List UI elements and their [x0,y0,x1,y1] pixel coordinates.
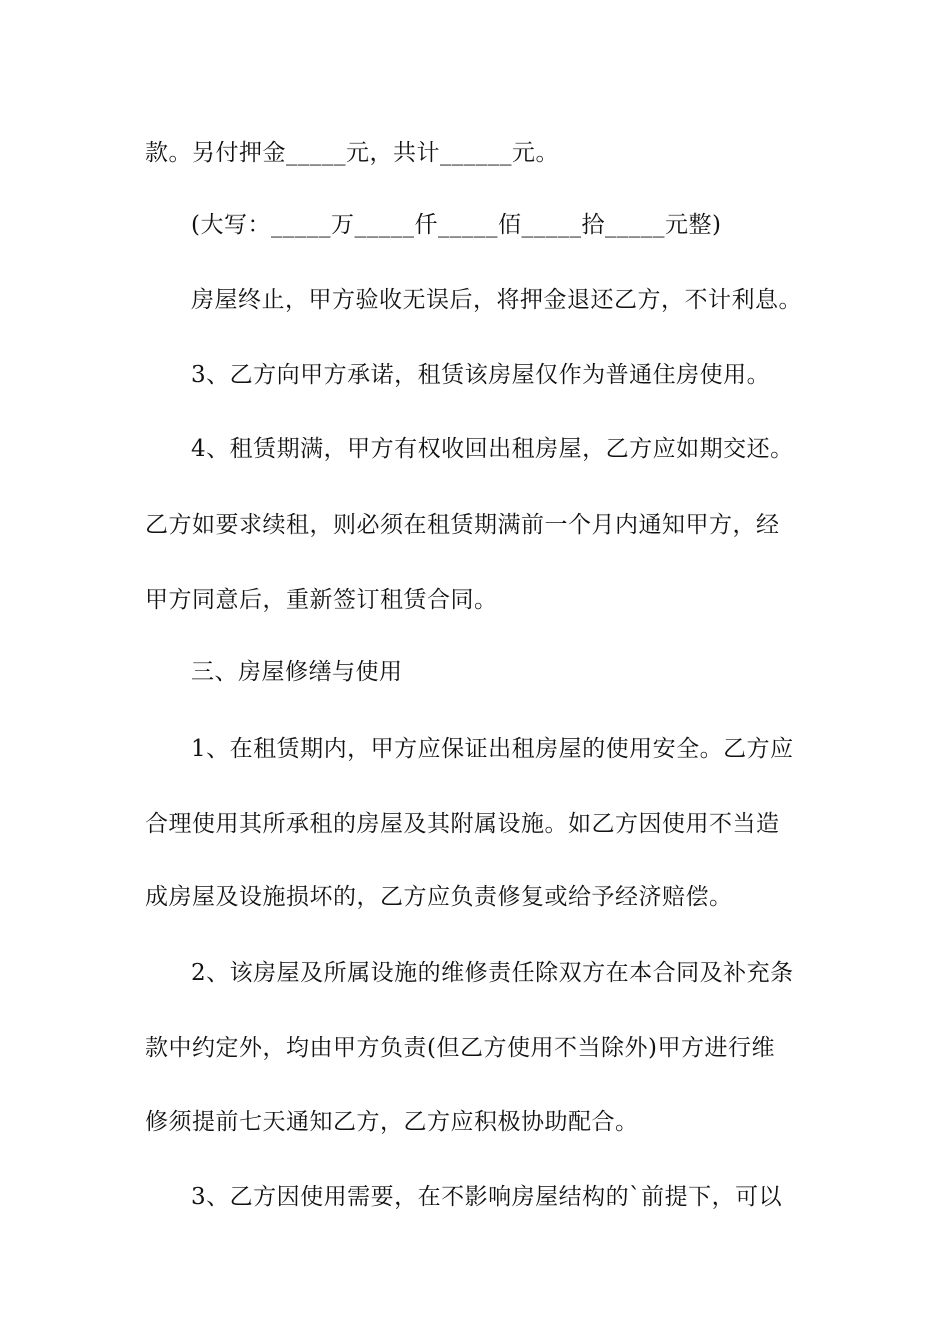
paragraph-line: 成房屋及设施损坏的，乙方应负责修复或给予经济赔偿。 [145,884,733,910]
paragraph-line: 修须提前七天通知乙方，乙方应积极协助配合。 [145,1109,639,1135]
paragraph-line: 房屋终止，甲方验收无误后，将押金退还乙方，不计利息。 [191,287,802,313]
paragraph-line: 1、在租赁期内，甲方应保证出租房屋的使用安全。乙方应 [191,736,794,762]
paragraph-line: 甲方同意后，重新签订租赁合同。 [145,587,498,613]
paragraph-line: 款。另付押金_____元，共计______元。 [145,140,559,166]
paragraph-line: (大写：_____万_____仟_____佰_____拾_____元整) [191,212,722,238]
paragraph-line: 3、乙方因使用需要，在不影响房屋结构的`前提下，可以 [191,1184,783,1210]
paragraph-line: 合理使用其所承租的房屋及其附属设施。如乙方因使用不当造 [145,811,780,837]
paragraph-line: 款中约定外，均由甲方负责(但乙方使用不当除外)甲方进行维 [145,1035,775,1061]
section-heading: 三、房屋修缮与使用 [191,659,403,685]
paragraph-line: 2、该房屋及所属设施的维修责任除双方在本合同及补充条 [191,960,794,986]
paragraph-line: 3、乙方向甲方承诺，租赁该房屋仅作为普通住房使用。 [191,362,771,388]
paragraph-line: 乙方如要求续租，则必须在租赁期满前一个月内通知甲方，经 [145,512,780,538]
paragraph-line: 4、租赁期满，甲方有权收回出租房屋，乙方应如期交还。 [191,436,794,462]
